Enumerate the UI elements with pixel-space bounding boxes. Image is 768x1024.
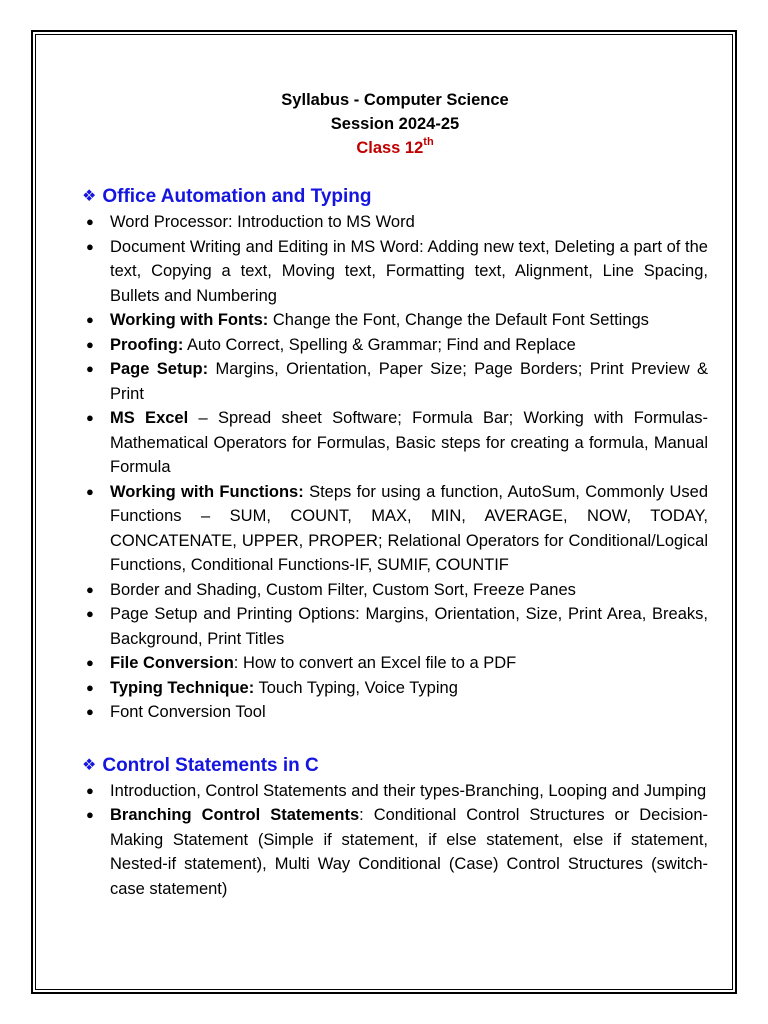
bullet-dot-icon: ● bbox=[86, 312, 94, 327]
list-item bbox=[82, 333, 708, 358]
class-superscript: th bbox=[423, 135, 434, 148]
bullet-dot-icon: ● bbox=[86, 679, 94, 695]
list-item bbox=[82, 480, 708, 578]
list-item bbox=[82, 357, 708, 406]
item-bold-label: File Conversion bbox=[110, 654, 234, 672]
item-text: Introduction, Control Statements and their types-Branching, Looping and Jumping bbox=[110, 781, 707, 800]
list-item bbox=[82, 803, 708, 901]
document-header bbox=[82, 88, 708, 160]
section-title-control-statements bbox=[82, 753, 708, 779]
item-bold-label: Proofing: bbox=[110, 335, 184, 354]
bullet-dot-icon: ● bbox=[86, 336, 94, 352]
item-text: Auto Correct, Spelling & Grammar; Find and Replace bbox=[183, 335, 576, 354]
item-bold-label: Working with Fonts: bbox=[110, 311, 269, 329]
item-text: Change the Font, Change the Default Font Settings bbox=[268, 311, 649, 329]
section-title-office-automation bbox=[82, 184, 708, 210]
item-text: Word Processor: Introduction to MS Word bbox=[110, 213, 415, 231]
header-title: Syllabus - Computer Science bbox=[281, 91, 509, 109]
list-item bbox=[82, 651, 708, 676]
bullet-dot-icon: ● bbox=[86, 655, 94, 670]
item-text: Page Setup and Printing Options: Margins, Orientation, Size, Print Area, Breaks, Background, Print Titles bbox=[110, 605, 708, 648]
item-bold-label: Working with Functions: bbox=[110, 482, 304, 501]
bullet-dot-icon: ● bbox=[86, 238, 94, 254]
header-class bbox=[82, 136, 708, 160]
bullet-dot-icon: ● bbox=[86, 704, 94, 719]
list-item bbox=[82, 406, 708, 480]
item-text: Border and Shading, Custom Filter, Custom Sort, Freeze Panes bbox=[110, 580, 576, 599]
item-text: Margins, Orientation, Paper Size; Page Borders; Print Preview & Print bbox=[110, 360, 709, 403]
bullet-dot-icon: ● bbox=[86, 782, 94, 798]
item-text: Document Writing and Editing in MS Word: Adding new text, Deleting a part of the text, Copying a text, Moving text, Formatting text, Alignment, Line Spacing, Bullets and Numbering bbox=[110, 237, 708, 305]
list-item bbox=[82, 676, 708, 701]
item-text: – Spread sheet Software; Formula Bar; Working with Formulas-Mathematical Operators for Formulas, Basic steps for creating a formula, Manual Formula bbox=[110, 409, 708, 476]
item-bold-label: Page Setup: bbox=[110, 360, 209, 378]
bullet-dot-icon: ● bbox=[86, 214, 94, 229]
item-text: Touch Typing, Voice Typing bbox=[254, 678, 458, 697]
bullet-dot-icon: ● bbox=[86, 410, 94, 425]
item-bold-label: Typing Technique: bbox=[110, 678, 255, 697]
list-item bbox=[82, 779, 708, 804]
header-session: Session 2024-25 bbox=[330, 115, 460, 133]
list-item bbox=[82, 235, 708, 309]
item-bold-label: MS Excel bbox=[110, 409, 189, 427]
item-text: : Conditional Control Structures or Decision-Making Statement (Simple if statement, if else statement, else if statement, Nested-if statement), Multi Way Conditional (Case) Control Structures (switch-case statement) bbox=[110, 806, 709, 898]
item-text: : How to convert an Excel file to a PDF bbox=[233, 654, 517, 672]
item-bold-label: Branching Control Statements bbox=[110, 806, 360, 824]
class-label: Class 12 bbox=[356, 139, 424, 157]
bullet-dot-icon: ● bbox=[86, 361, 94, 376]
four-diamond-bullet-icon: ❖ bbox=[82, 188, 97, 205]
section-list-control-statements bbox=[82, 779, 708, 902]
section-title-text: Control Statements in C bbox=[102, 754, 319, 776]
list-item bbox=[82, 700, 708, 725]
document-content bbox=[82, 88, 708, 901]
bullet-dot-icon: ● bbox=[86, 581, 94, 597]
bullet-dot-icon: ● bbox=[86, 483, 94, 499]
bullet-dot-icon: ● bbox=[86, 807, 94, 822]
item-text: Steps for using a function, AutoSum, Commonly Used Functions – SUM, COUNT, MAX, MIN, AVERAGE, NOW, TODAY, CONCATENATE, UPPER, PROPER; Relational Operators for Conditional/Logical Functions, Conditional Functions-IF, SUMIF, COUNTIF bbox=[110, 482, 708, 574]
section-list-office-automation bbox=[82, 210, 708, 725]
list-item bbox=[82, 602, 708, 651]
list-item bbox=[82, 308, 708, 333]
item-text: Font Conversion Tool bbox=[110, 703, 266, 721]
four-diamond-bullet-icon: ❖ bbox=[82, 756, 97, 774]
list-item bbox=[82, 210, 708, 235]
section-title-text: Office Automation and Typing bbox=[102, 186, 372, 207]
bullet-dot-icon: ● bbox=[86, 606, 94, 621]
list-item bbox=[82, 578, 708, 603]
